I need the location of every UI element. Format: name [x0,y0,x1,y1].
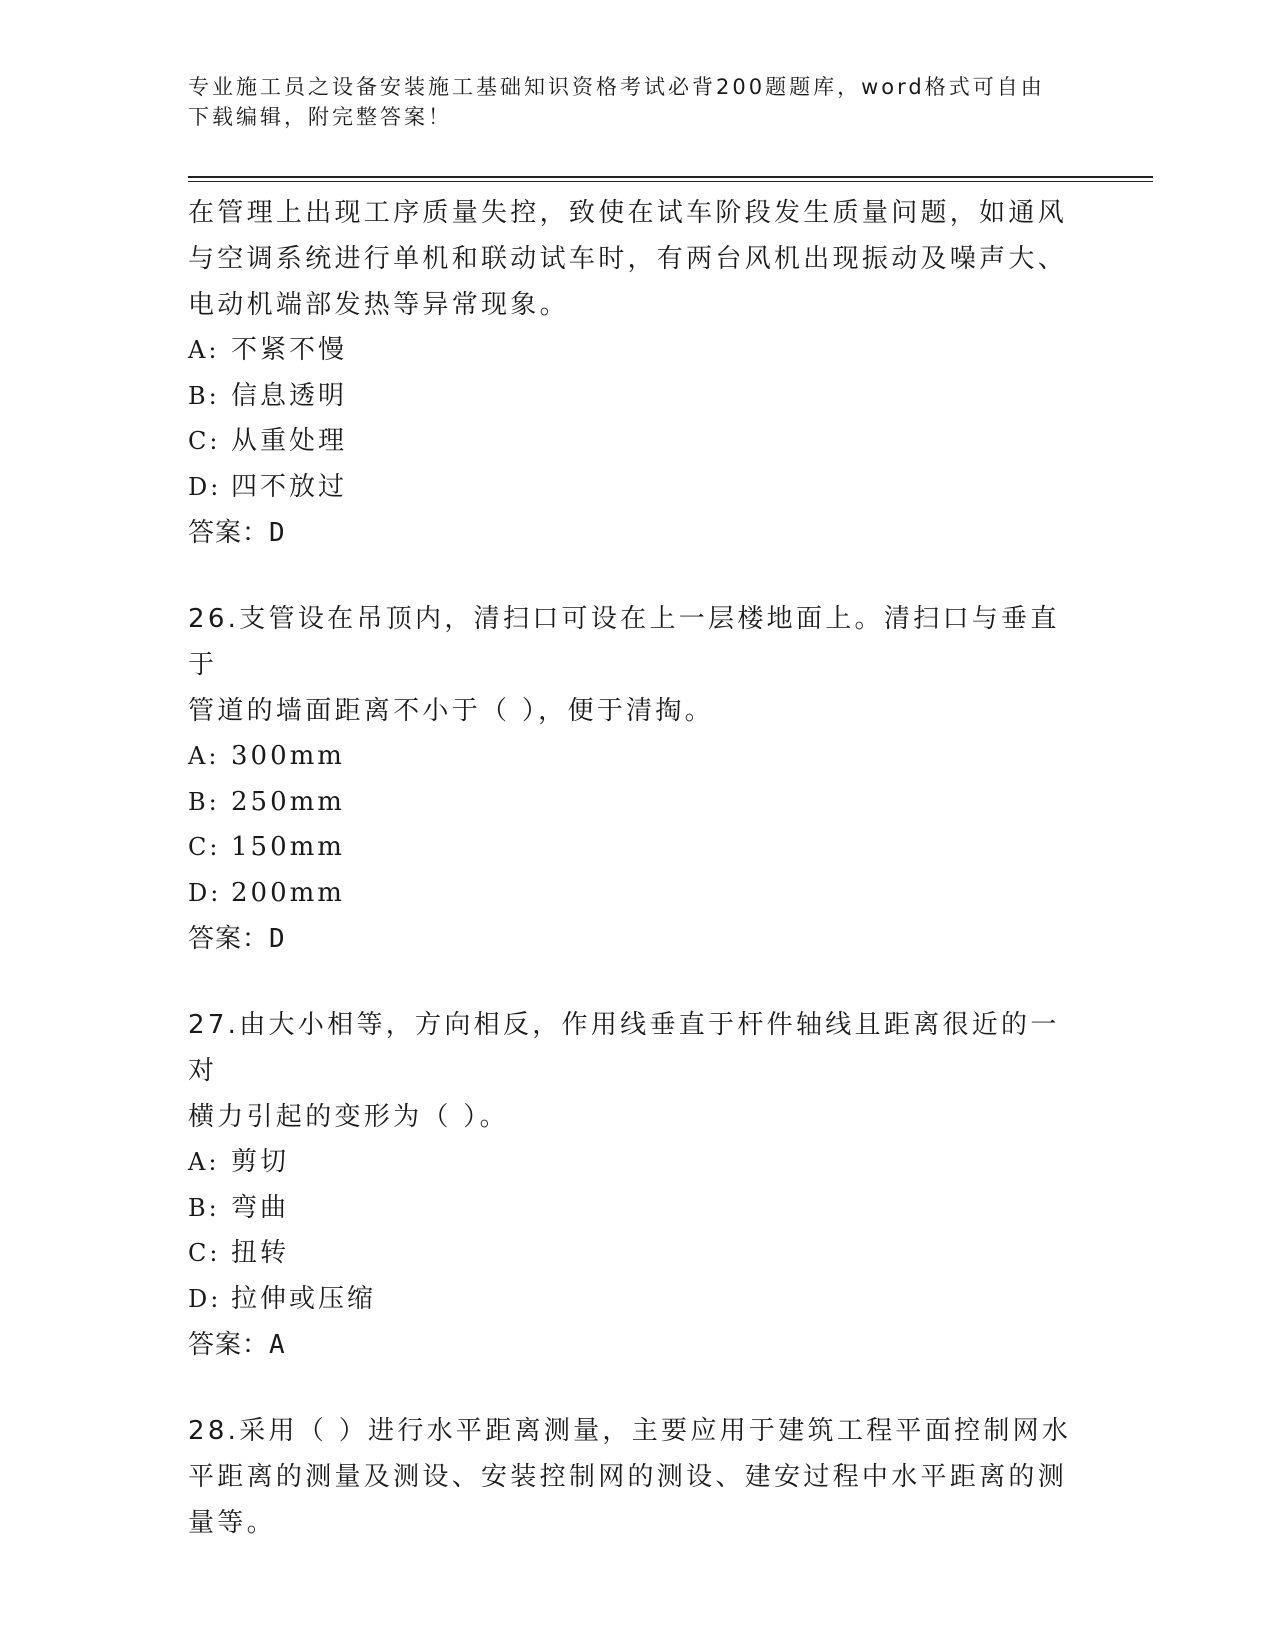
question-spacer [188,962,1088,1002]
answer-label: 答案： [188,924,270,954]
option-letter: C: [188,833,221,861]
question-25 [188,190,1088,556]
question-text-line: 28.采用（ ）进行水平距离测量，主要应用于建筑工程平面控制网水 [188,1416,1072,1446]
option-a [188,1140,1088,1186]
question-28 [188,1408,1088,1546]
option-c [188,825,1088,871]
option-letter: D: [188,472,222,501]
option-c [188,1231,1088,1277]
option-d [188,871,1088,917]
header-line-1: 专业施工员之设备安装施工基础知识资格考试必背200题题库，word格式可自由 [188,75,1045,99]
option-c [188,419,1088,465]
option-b [188,780,1088,826]
option-letter: B: [188,1193,220,1222]
option-a [188,734,1088,780]
question-text-line: 量等。 [188,1508,276,1538]
question-text-line: 横力引起的变形为（ ）。 [188,1102,509,1132]
option-a [188,328,1088,374]
option-text: 弯曲 [231,1192,290,1223]
document-header [188,72,1068,132]
option-letter: A: [188,1148,220,1176]
question-text-line: 27.由大小相等，方向相反，作用线垂直于杆件轴线且距离很近的一对 [188,1010,1060,1086]
question-text-line: 平距离的测量及测设、安装控制网的测设、建安过程中水平距离的测 [188,1462,1068,1492]
header-divider-bottom [188,181,1153,182]
answer-value: A [269,1330,286,1360]
option-letter: B: [188,381,220,410]
option-letter: D: [188,1284,222,1313]
answer-label: 答案： [188,1330,270,1360]
answer-line [188,510,1088,556]
option-text: 剪切 [231,1147,290,1177]
answer-label: 答案： [188,518,270,548]
question-26 [188,596,1088,962]
header-line-2: 下载编辑，附完整答案！ [188,105,452,129]
question-text-line: 与空调系统进行单机和联动试车时，有两台风机出现振动及噪声大、 [188,244,1068,274]
question-text-line: 在管理上出现工序质量失控，致使在试车阶段发生质量问题，如通风 [188,198,1068,228]
question-text-line: 26.支管设在吊顶内，清扫口可设在上一层楼地面上。清扫口与垂直于 [188,604,1060,680]
option-letter: C: [188,427,221,455]
option-text: 信息透明 [231,380,348,411]
question-list [188,190,1088,1546]
option-letter: A: [188,742,220,770]
option-text: 从重处理 [231,426,348,456]
question-spacer [188,1368,1088,1408]
option-b [188,374,1088,420]
option-d [188,465,1088,511]
option-letter: A: [188,336,220,364]
option-text: 四不放过 [231,471,348,502]
option-b [188,1186,1088,1232]
question-27 [188,1002,1088,1368]
answer-line [188,916,1088,962]
option-text: 不紧不慢 [231,335,348,365]
question-text-line: 管道的墙面距离不小于（ ），便于清掏。 [188,696,714,726]
option-text: 150mm [231,832,345,862]
header-divider-top [188,176,1153,178]
option-text: 200mm [231,877,345,908]
option-text: 300mm [231,741,345,771]
answer-value: D [269,518,286,548]
option-text: 拉伸或压缩 [231,1283,377,1314]
option-letter: B: [188,787,220,816]
answer-line [188,1322,1088,1368]
question-spacer [188,556,1088,596]
option-text: 扭转 [231,1238,290,1268]
answer-value: D [269,924,286,954]
question-text-line: 电动机端部发热等异常现象。 [188,290,569,320]
option-text: 250mm [231,786,345,817]
option-letter: C: [188,1239,221,1267]
option-letter: D: [188,878,222,907]
option-d [188,1277,1088,1323]
